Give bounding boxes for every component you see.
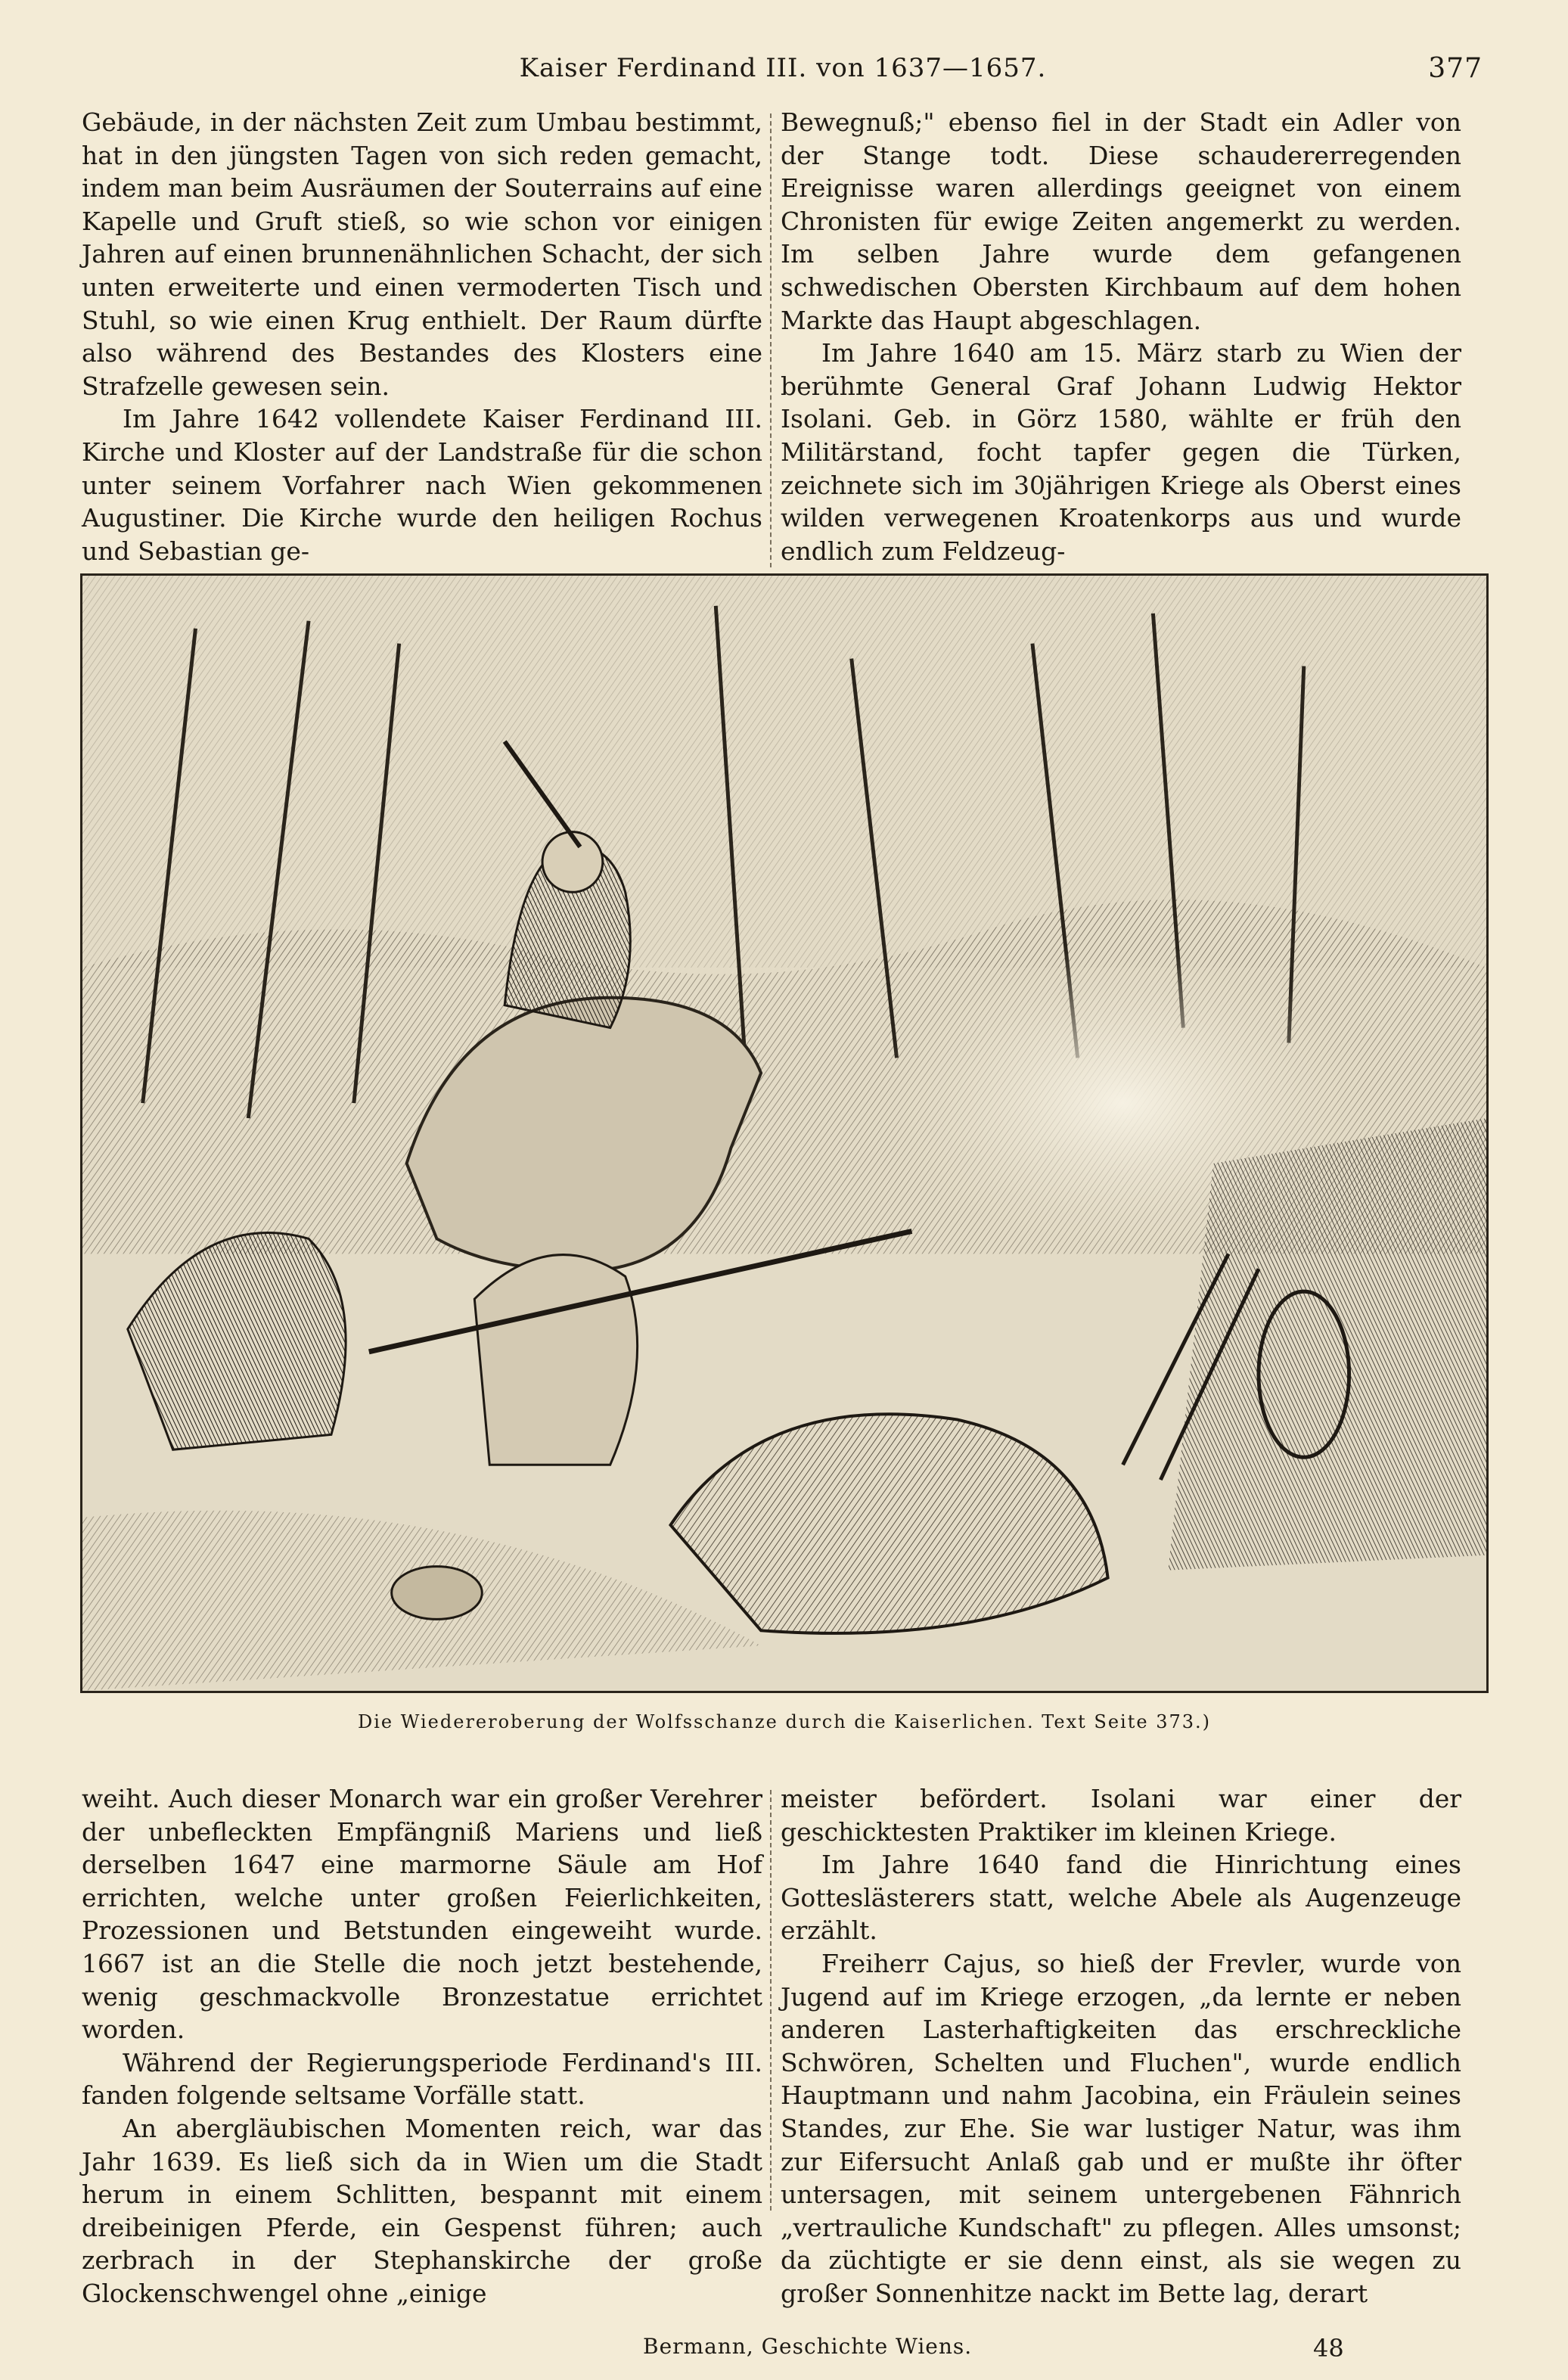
paragraph: meister befördert. Isolani war einer der geschicktesten Praktiker im kleinen Kriege.	[781, 1784, 1461, 1847]
column-right-top	[781, 106, 1461, 567]
paragraph: Während der Regierungsperiode Ferdinand's III. fanden folgende seltsame Vorfälle statt.	[82, 2047, 762, 2111]
column-left-top	[82, 106, 762, 567]
column-divider	[770, 113, 772, 567]
page-footer	[82, 2334, 1489, 2364]
paragraph: Im Jahre 1642 vollendete Kaiser Ferdinand III. Kirche und Kloster auf der Landstraße für die schon unter seinem Vorfahrer nach Wien gekommenen Augustiner. Die Kirche wurde den heiligen Rochus und Sebastian ge-	[82, 404, 762, 566]
battle-engraving-icon	[80, 573, 1489, 1693]
paragraph: Gebäude, in der nächsten Zeit zum Umbau bestimmt, hat in den jüngsten Tagen von sich reden gemacht, indem man beim Ausräumen der Souterrains auf eine Kapelle und Gruft stieß, so wie schon vor einigen Jahren auf einen brunnenähnlichen Schacht, der sich unten erweiterte und einen vermoderten Tisch und Stuhl, so wie einen Krug enthielt. Der Raum dürfte also während des Bestandes des Klosters eine Strafzelle gewesen sein.	[82, 107, 762, 401]
column-left-bottom	[82, 1782, 762, 2310]
illustration-caption: Die Wiedereroberung der Wolfsschanze durch die Kaiserlichen. Text Seite 373.)	[358, 1711, 1211, 1732]
header-title: Kaiser Ferdinand III. von 1637—1657.	[519, 53, 1047, 83]
paragraph: Im Jahre 1640 am 15. März starb zu Wien der berühmte General Graf Johann Ludwig Hektor Isolani. Geb. in Görz 1580, wählte er früh den Militärstand, focht tapfer gegen die Türken, zeichnete sich im 30jährigen Kriege als Oberst eines wilden verwegenen Kroatenkorps aus und wurde endlich zum Feldzeug-	[781, 338, 1461, 566]
paragraph: weiht. Auch dieser Monarch war ein großer Verehrer der unbefleckten Empfängniß Mariens und ließ derselben 1647 eine marmorne Säule am Hof errichten, welche unter großen Feierlichkeiten, Prozessionen und Betstunden eingeweiht wurde. 1667 ist an die Stelle die noch jetzt bestehende, wenig geschmackvolle Bronzestatue errichtet worden.	[82, 1784, 762, 2045]
paragraph: Bewegnuß;" ebenso fiel in der Stadt ein Adler von der Stange todt. Diese schaudererregenden Ereignisse waren allerdings geeignet von einem Chronisten für ewige Zeiten angemerkt zu werden. Im selben Jahre wurde dem gefangenen schwedischen Obersten Kirchbaum auf dem hohen Markte das Haupt abgeschlagen.	[781, 107, 1461, 335]
publisher-line: Bermann, Geschichte Wiens.	[643, 2334, 973, 2359]
signature-mark: 48	[1313, 2334, 1344, 2363]
column-divider	[770, 1790, 772, 2211]
running-header	[83, 47, 1483, 92]
column-right-bottom	[781, 1782, 1461, 2310]
paragraph: An abergläubischen Momenten reich, war das Jahr 1639. Es ließ sich da in Wien um die Stadt herum in einem Schlitten, bespannt mit einem dreibeinigen Pferde, ein Gespenst führen; auch zerbrach in der Stephanskirche der große Glockenschwengel ohne „einige	[82, 2113, 762, 2308]
paragraph: Freiherr Cajus, so hieß der Frevler, wurde von Jugend auf im Kriege erzogen, „da lernte er neben anderen Lasterhaftigkeiten das erschreckliche Schwören, Schelten und Fluchen", wurde endlich Hauptmann und nahm Jacobina, ein Fräulein seines Standes, zur Ehe. Sie war lustiger Natur, was ihm zur Eifersucht Anlaß gab und er mußte ihr öfter untersagen, mit seinem untergebenen Fähnrich „vertrauliche Kundschaft" zu pflegen. Alles umsonst; da züchtigte er sie denn einst, als sie wegen zu großer Sonnenhitze nackt im Bette lag, derart	[781, 1948, 1461, 2308]
paragraph: Im Jahre 1640 fand die Hinrichtung eines Gotteslästerers statt, welche Abele als Augenzeuge erzählt.	[781, 1850, 1461, 1946]
page-number: 377	[1428, 53, 1483, 84]
